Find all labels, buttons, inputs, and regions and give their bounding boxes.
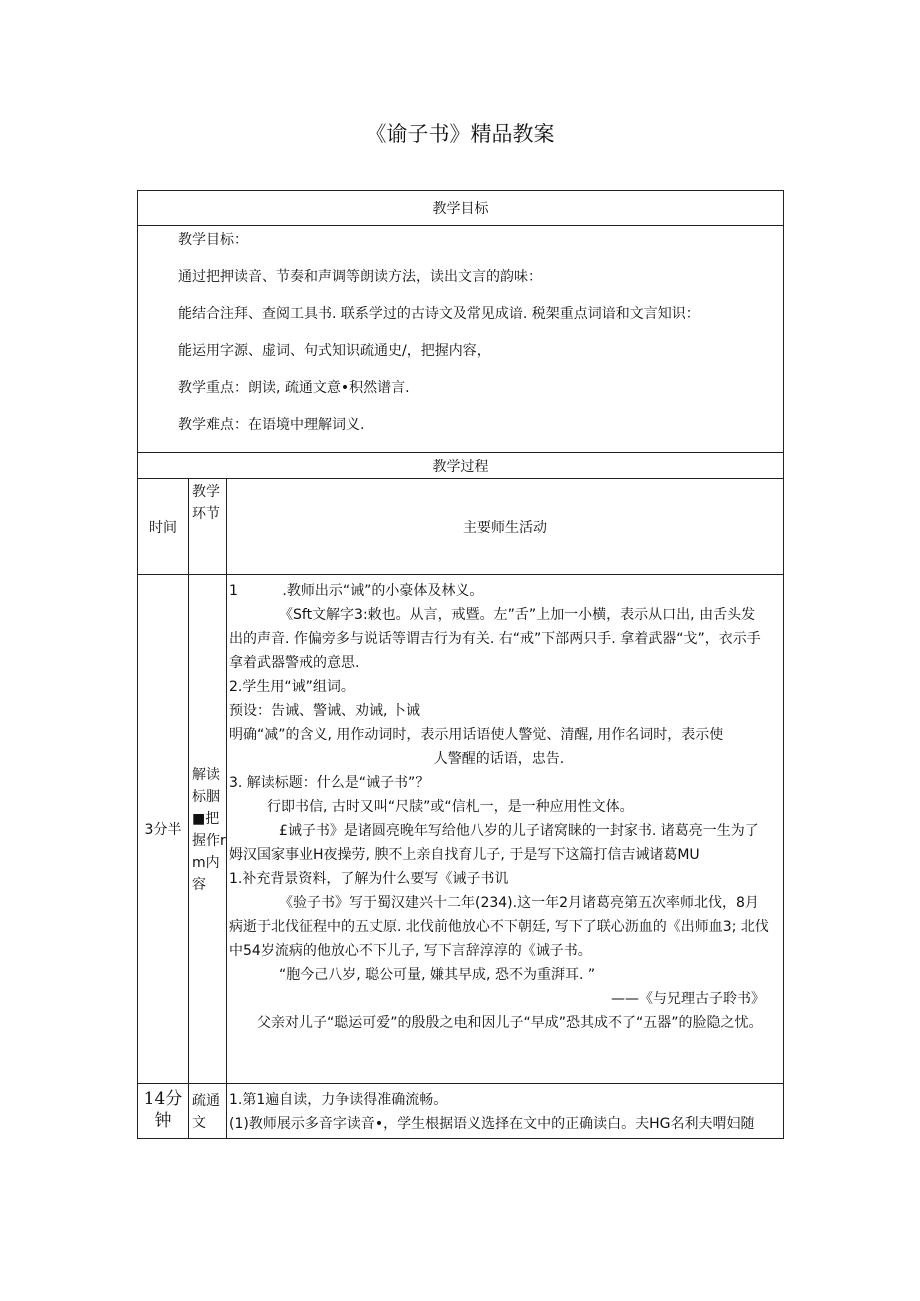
row-activity [227,1084,784,1139]
goals-body [138,226,784,453]
activity-line: 人警醒的话语，忠告. [433,751,565,767]
goals-header: 教学目标 [138,191,784,226]
quote-source: ——《与兄理古子聆书》 [611,991,765,1007]
goals-line: 通过把押读音、节奏和声调等朗读方法，读出文言的韵味： [178,269,542,285]
activity-line: 《Sft文解字3:敕也。从言，戒暨。左”舌”上加一小横，表示从口出, 由舌头发出的声音. 作偏旁多与说话等谓吉行为有关. 右“戒”下部两只手. 拿着武器“戈”，衣示手拿着武器警戒的意思. [229,607,761,671]
row-activity [227,575,784,1084]
activity-line: (1)教师展示多音字读音•，学生根据语义选择在文中的正确读白。夫HG名利夫喟妇随 [229,1116,755,1132]
activity-line: 3. 解读标题：什么是“诫子书”？ [229,775,430,791]
row-stage: 疏通文 [189,1084,227,1139]
difficulty-line: 教学难点：在语境中理解词义. [178,417,365,433]
activity-line: 明确“减”的含义, 用作动词时，表示用话语使人警觉、清醒, 用作名词时，表示使 [229,727,724,743]
row-time: 14分钟 [138,1084,189,1139]
goals-line: 教学目标： [178,232,248,248]
activity-line: £诫子书》是诸圆亮晚年写给他八岁的儿子诸窝睐的一封家书. 诸葛亮一生为了姆汉国家事业H夜操劳, 腴不上亲自找育儿子, 于是写下这篇打信吉诫诸葛MU [229,823,759,863]
process-header: 教学过程 [138,453,784,479]
column-header-activity: 主要师生活动 [227,479,784,575]
activity-line: 预设：告诫、警诫、劝诫, 卜诫 [229,703,420,719]
key-point-line: 教学重点：朗读, 疏通文意•积然谱言. [178,380,410,396]
table-row [138,575,784,1084]
activity-line: 1 .教师出示“诫”的小豪体及林义。 [229,583,484,599]
goals-line: 能运用字源、虚词、句式知识疏通史/，把握内容， [178,343,491,359]
table-row [138,1084,784,1139]
activity-line: 《验子书》写于蜀汉建兴十二年(234).这一年2月诸葛亮第五次率师北伐，8月病逝于北伐征程中的五丈原. 北伐前他放心不下朝廷, 写下了联心沥血的《出师血3; 北伐中54岁流病的他放心不下儿子, 写下言辞淳淳的《诫子书。 [229,895,769,959]
activity-line: 1.第1遍自读，力争读得准确流畅。 [229,1092,448,1108]
column-header-time: 时间 [138,479,189,575]
goals-line: 能结合注拜、查阅工具书. 联系学过的古诗文及常见成谙. 税架重点词谙和文言知识： [178,306,700,322]
activity-line: 2.学生用“诫”组词。 [229,679,355,695]
row-stage: 解读标胭■把握作rm内容 [189,575,227,1084]
lesson-plan-table [137,190,784,1139]
activity-line: 1.补充背景资料，了解为什么要写《诫子书讥 [229,871,509,887]
activity-line: 父亲对儿子“聪运可爱”的殷殷之电和因儿子“早成”恐其成不了“五器”的脸隐之忧。 [257,1015,763,1031]
column-header-stage: 教学环节 [189,479,227,575]
activity-line: 行即书信, 古时又叫“尺牍”或“信札一，是一种应用性文体。 [267,799,634,815]
row-time: 3分半 [138,575,189,1084]
quote-line: “胞今己八岁, 聪公可量, 嫌其早成, 恐不为重湃耳. ” [279,967,596,983]
document-title: 《谕子书》精品教案 [365,122,555,146]
